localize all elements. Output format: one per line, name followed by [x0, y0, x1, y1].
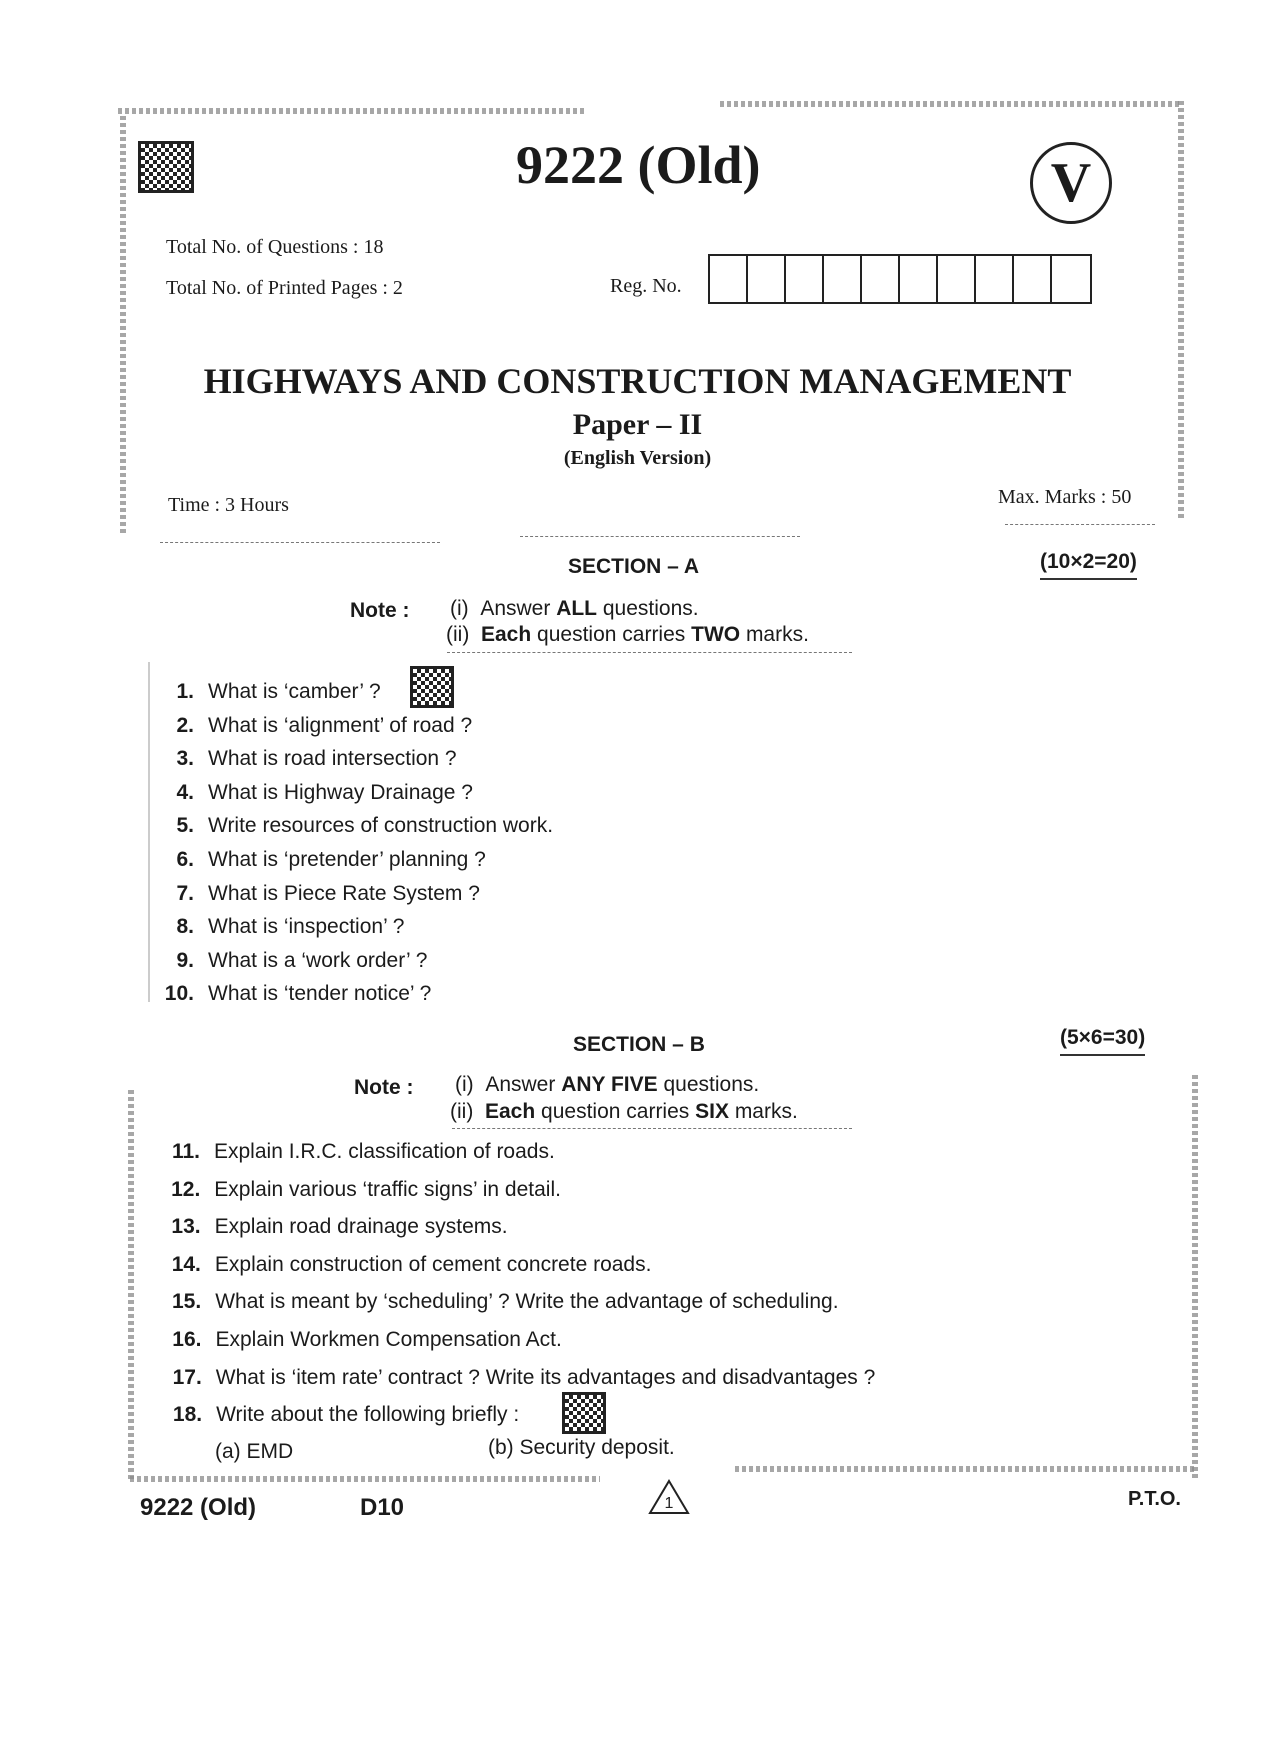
reg-box[interactable] [824, 256, 862, 302]
page-number: 1 [664, 1495, 674, 1512]
border-left-top [120, 116, 126, 536]
question-number: 5. [176, 814, 194, 838]
reg-box[interactable] [900, 256, 938, 302]
total-pages: Total No. of Printed Pages : 2 [166, 277, 403, 299]
border-right-bottom [1192, 1075, 1198, 1480]
subject-title: HIGHWAYS AND CONSTRUCTION MANAGEMENT [203, 361, 1072, 401]
question-number: 2. [176, 713, 194, 737]
question-number: 18. [172, 1403, 203, 1427]
question-text: What is meant by ‘scheduling’ ? Write the advantage of scheduling. [215, 1290, 839, 1314]
question-text: Explain various ‘traffic signs’ in detail. [214, 1177, 561, 1201]
question-number: 6. [176, 848, 194, 871]
question-text: What is ‘camber’ ? [208, 680, 381, 703]
reg-label: Reg. No. [610, 275, 682, 297]
max-marks: Max. Marks : 50 [998, 486, 1132, 508]
version-badge [1030, 142, 1112, 224]
question-number: 4. [176, 780, 194, 804]
question-item [150, 848, 486, 872]
question-number: 17. [172, 1365, 202, 1389]
question-text: What is ‘tender notice’ ? [208, 982, 432, 1006]
question-item [150, 982, 431, 1006]
question-number: 9. [176, 948, 194, 972]
question-text: Explain road drainage systems. [214, 1215, 508, 1239]
question-number: 11. [171, 1140, 200, 1163]
question-text: What is a ‘work order’ ? [208, 948, 428, 972]
reg-number-boxes[interactable] [708, 254, 1092, 304]
question-number: 16. [172, 1328, 202, 1351]
question-text: What is ‘inspection’ ? [208, 915, 405, 939]
question-number: 7. [176, 881, 194, 905]
question-item [150, 747, 457, 771]
divider [160, 542, 440, 543]
section-a-heading: SECTION – A [568, 555, 700, 578]
question-item [150, 882, 480, 906]
question-number: 10. [164, 982, 194, 1006]
question-item [150, 714, 472, 738]
question-number: 14. [171, 1252, 201, 1276]
footer-paper-code: 9222 (Old) [140, 1494, 257, 1521]
question-text: Explain construction of cement concrete roads. [214, 1252, 652, 1276]
paper-number: Paper – II [572, 408, 703, 441]
section-a-marks: (10×2=20) [1040, 550, 1137, 580]
qr-code-icon [562, 1392, 606, 1434]
section-b-note-2: (ii) Each question carries SIX marks. [450, 1100, 798, 1123]
section-b-note-label: Note : [354, 1076, 414, 1099]
reg-box[interactable] [976, 256, 1014, 302]
question-item [150, 949, 427, 973]
question-item [150, 680, 381, 704]
qr-code-icon [410, 666, 454, 708]
divider [452, 1128, 852, 1129]
question-text: Explain I.R.C. classification of roads. [214, 1140, 555, 1163]
section-b-note-1: (i) Answer ANY FIVE questions. [455, 1073, 760, 1096]
reg-box[interactable] [786, 256, 824, 302]
sub-question-a: (a) EMD [215, 1440, 294, 1463]
border-top-left [118, 108, 584, 114]
reg-box[interactable] [748, 256, 786, 302]
version-letter: V [1050, 152, 1092, 214]
question-item [158, 1328, 562, 1352]
reg-box[interactable] [862, 256, 900, 302]
question-item [150, 781, 473, 805]
question-text: What is ‘item rate’ contract ? Write its advantages and disadvantages ? [215, 1365, 876, 1389]
question-number: 12. [171, 1177, 201, 1201]
question-number: 13. [171, 1215, 201, 1239]
qr-code-icon [138, 141, 194, 193]
question-item [157, 1253, 652, 1277]
question-item [157, 1290, 838, 1314]
paper-code-title: 9222 (Old) [516, 135, 761, 195]
question-text: What is Piece Rate System ? [208, 881, 480, 905]
sub-question-b: (b) Security deposit. [488, 1436, 675, 1459]
border-left-bottom [128, 1090, 134, 1480]
question-item [156, 1140, 555, 1164]
question-item [156, 1178, 561, 1202]
reg-box[interactable] [1052, 256, 1090, 302]
section-b-heading: SECTION – B [573, 1033, 705, 1056]
reg-box[interactable] [1014, 256, 1052, 302]
question-text: What is road intersection ? [208, 747, 457, 771]
please-turn-over: P.T.O. [1128, 1488, 1181, 1510]
question-number: 3. [176, 747, 194, 771]
total-questions: Total No. of Questions : 18 [166, 236, 384, 258]
section-a-note-2: (ii) Each question carries TWO marks. [446, 623, 809, 646]
section-a-note-label: Note : [350, 599, 410, 622]
question-text: What is Highway Drainage ? [208, 780, 473, 804]
section-b-marks: (5×6=30) [1060, 1026, 1145, 1056]
question-text: Write about the following briefly : [216, 1403, 520, 1427]
divider [447, 652, 852, 653]
question-number: 8. [176, 915, 194, 939]
language-version: (English Version) [563, 447, 712, 469]
footer-set-code: D10 [360, 1494, 405, 1521]
section-a-note-1: (i) Answer ALL questions. [450, 597, 699, 620]
divider [1005, 524, 1155, 525]
question-text: What is ‘alignment’ of road ? [208, 713, 473, 737]
question-text: What is ‘pretender’ planning ? [208, 848, 486, 871]
reg-box[interactable] [938, 256, 976, 302]
question-item [158, 1366, 876, 1390]
question-number: 15. [171, 1290, 202, 1314]
question-item [157, 1215, 508, 1239]
question-text: Write resources of construction work. [208, 814, 554, 838]
warning-triangle-icon [648, 1479, 690, 1515]
question-item [150, 915, 404, 939]
time-allowed: Time : 3 Hours [168, 494, 289, 516]
question-text: Explain Workmen Compensation Act. [215, 1328, 562, 1351]
reg-box[interactable] [710, 256, 748, 302]
border-bottom-left [130, 1476, 600, 1482]
border-bottom-right [735, 1466, 1195, 1472]
question-number: 1. [176, 680, 194, 703]
border-top-right [720, 101, 1182, 107]
question-item [150, 814, 553, 838]
question-item [158, 1403, 519, 1427]
divider [520, 536, 800, 537]
